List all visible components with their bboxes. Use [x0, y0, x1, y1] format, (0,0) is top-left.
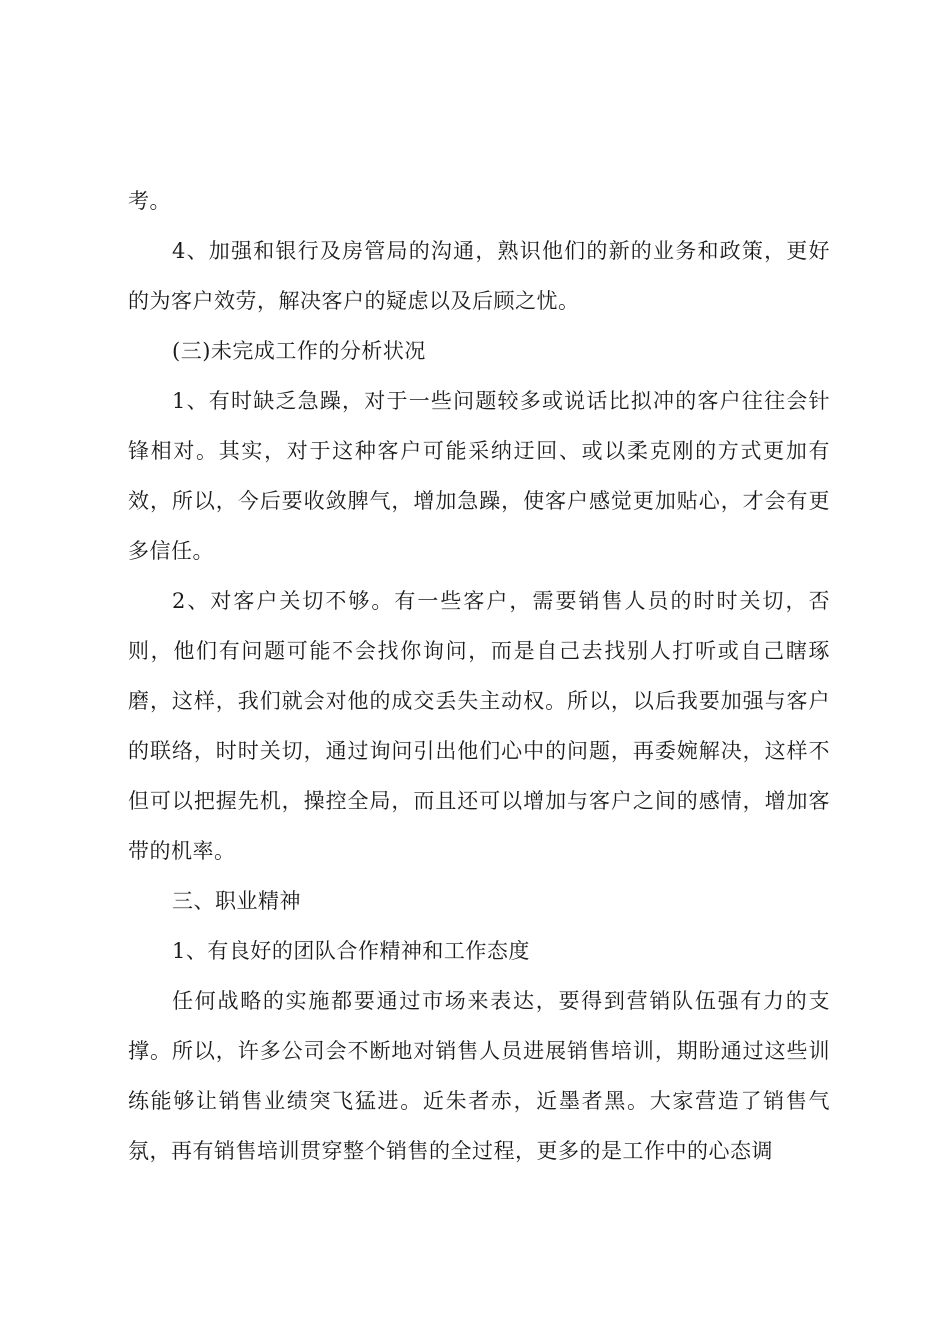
paragraph-item-1-patience: 1、有时缺乏急躁，对于一些问题较多或说话比拟冲的客户往往会针锋相对。其实，对于这种客户可能采纳迂回、或以柔克刚的方式更加有效，所以，今后要收敛脾气，增加急躁，使客户感觉更加贴心，才会有更多信任。: [128, 389, 830, 563]
paragraph-item-2-customer-care: 2、对客户关切不够。有一些客户，需要销售人员的时时关切，否则，他们有问题可能不会找你询问，而是自己去找别人打听或自己瞎琢磨，这样，我们就会对他的成交丢失主动权。所以，以后我要加强与客户的联络，时时关切，通过询问引出他们心中的问题，再委婉解决，这样不但可以把握先机，操控全局，而且还可以增加与客户之间的感情，增加客带的机率。: [128, 589, 830, 863]
paragraph-continuation: 考。: [128, 189, 171, 213]
paragraph-strategy-training: 任何战略的实施都要通过市场来表达，要得到营销队伍强有力的支撑。所以，许多公司会不断地对销售人员进展销售培训，期盼通过这些训练能够让销售业绩突飞猛进。近朱者赤，近墨者黑。大家营造了销售气氛，再有销售培训贯穿整个销售的全过程，更多的是工作中的心态调: [128, 989, 830, 1163]
section-heading-unfinished-work: (三)未完成工作的分析状况: [172, 339, 426, 363]
section-heading-professional-spirit: 三、职业精神: [172, 889, 301, 913]
document-body: [128, 176, 830, 1176]
paragraph-item-4: 4、加强和银行及房管局的沟通，熟识他们的新的业务和政策，更好的为客户效劳，解决客户的疑虑以及后顾之忧。: [128, 239, 830, 313]
subheading-teamwork: 1、有良好的团队合作精神和工作态度: [172, 939, 530, 963]
